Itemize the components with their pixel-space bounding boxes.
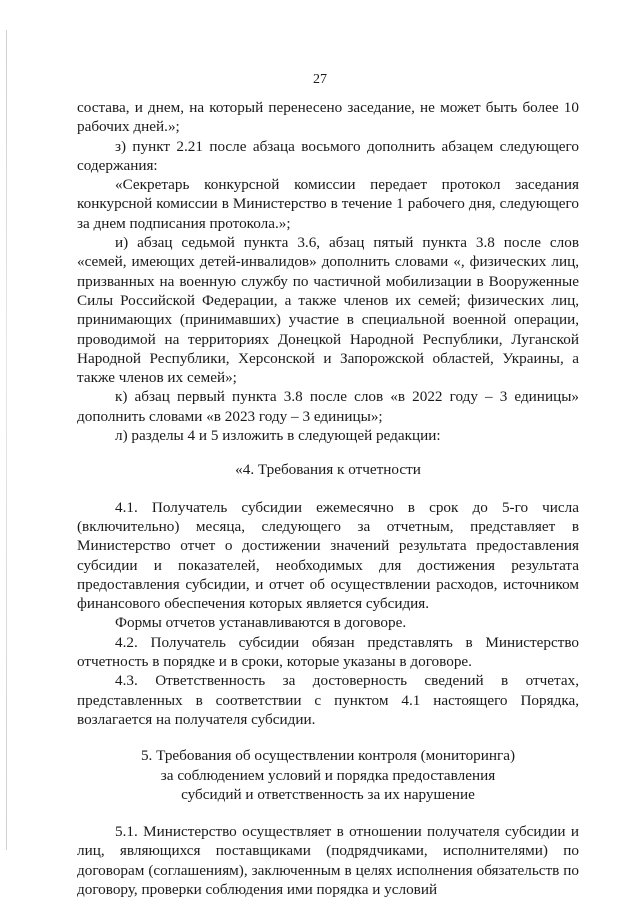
paragraph-continuation: состава, и днем, на который перенесено заседание, не может быть более 10 рабочих дней.»; <box>77 99 579 136</box>
page-number: 27 <box>313 72 327 87</box>
paragraph-4-3: 4.3. Ответственность за достоверность сведений в отчетах, представленных в соответствии с пунктом 4.1 настоящего Порядка, возлагается на получателя субсидии. <box>77 672 579 728</box>
document-body <box>77 98 579 899</box>
paragraph-item-l: л) разделы 4 и 5 изложить в следующей редакции: <box>115 427 441 445</box>
section-5-heading <box>77 746 579 804</box>
paragraph-4-2: 4.2. Получатель субсидии обязан представлять в Министерство отчетность в порядке и в сроки, которые указаны в договоре. <box>77 633 579 671</box>
paragraph-quote-secretary: «Секретарь конкурсной комиссии передает протокол заседания конкурсной комиссии в Министерство в течение 1 рабочего дня, следующего за днем подписания протокола.»; <box>77 176 579 232</box>
section-5-heading-line-1: 5. Требования об осуществлении контроля (мониторинга) <box>140 747 516 765</box>
paragraph-5-1: 5.1. Министерство осуществляет в отношении получателя субсидии и лиц, являющихся поставщиками (подрядчиками, исполнителями) по договорам (соглашениям), заключенным в целях исполнения обязательств по договору, проверки соблюдения ими порядка и условий <box>77 823 579 898</box>
paragraph-item-k: к) абзац первый пункта 3.8 после слов «в 2022 году – 3 единицы» дополнить словами «в 2023 году – 3 единицы»; <box>77 388 579 425</box>
page-edge-shadow <box>6 30 7 850</box>
section-5-heading-line-2: за соблюдением условий и порядка предоставления <box>160 766 496 784</box>
section-4-heading: «4. Требования к отчетности <box>235 461 421 479</box>
section-5-heading-line-3: субсидий и ответственность за их нарушение <box>181 785 475 803</box>
paragraph-report-forms: Формы отчетов устанавливаются в договоре. <box>115 614 407 632</box>
paragraph-item-z: з) пункт 2.21 после абзаца восьмого дополнить абзацем следующего содержания: <box>77 137 579 174</box>
paragraph-item-i: и) абзац седьмой пункта 3.6, абзац пятый пункта 3.8 после слов «семей, имеющих детей-инвалидов» дополнить словами «, физических лиц, призванных на военную службу по частичной мобилизации в Вооруженные Силы Российской Федерации, а также членов их семей; физических лиц, принимающих (принимавших) участие в специальной военной операции, проводимой на территориях Донецкой Народной Республики, Луганской Народной Республики, Херсонской и Запорожской областей, Украины, а также членов их семей»; <box>77 234 579 387</box>
paragraph-4-1: 4.1. Получатель субсидии ежемесячно в срок до 5-го числа (включительно) месяца, следующего за отчетным, представляет в Министерство отчет о достижении значений результата предоставления субсидии и показателей, необходимых для достижения результата предоставления субсидии, и отчет об осуществлении расходов, источником финансового обеспечения которых является субсидия. <box>77 498 579 613</box>
